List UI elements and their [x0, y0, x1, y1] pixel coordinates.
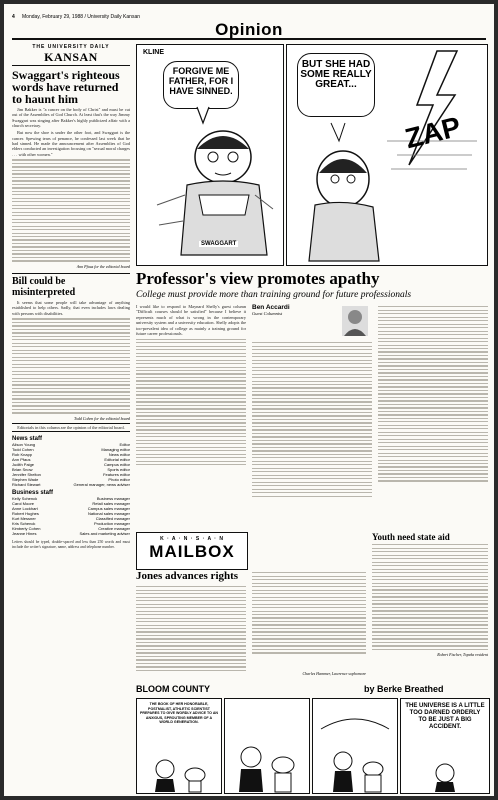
staff-role: General manager, news adviser: [73, 482, 130, 488]
feature-deck: College must provide more than training ground for future professionals: [136, 290, 412, 300]
editorial-lead: Jim Bakker is "a cancer on the body of Christ" and must be cut out of the Assemblies of God Church. At least that's the way Jimmy Swaggart was singing after Bakker's highly publicized affair with a church secretary.: [12, 107, 130, 129]
sidebar-body: [372, 544, 488, 650]
staff-role: Creative manager: [98, 526, 130, 532]
sidebar-letter: [372, 532, 488, 678]
editorial2-headline: Bill could be misinterpreted: [12, 273, 130, 298]
letters-policy: Letters should be typed, double-spaced and less than 250 words and must include the writer's signature, name, address and telephone number.: [12, 540, 130, 550]
feature-body-text-2: [252, 342, 372, 497]
cartoonist-signature: KLINE: [143, 49, 164, 56]
feature-column-1: [136, 304, 246, 526]
cartoon2-drawing: [287, 45, 487, 265]
letter-column-2: [252, 570, 366, 666]
cartoon-drawing: [137, 45, 283, 265]
staff-box: [12, 442, 130, 487]
feature-lead: I would like to respond to Maynard Shelly's guest column "Difficult courses should be satisfied" because I believe it represents much of what is wrong in the contemporary university system and a university education. Shelly adopts the too-prevalent idea of college as mainly a training ground for future career professionals.: [136, 304, 246, 337]
dateline: Monday, February 29, 1988 / University Daily Kansan: [22, 14, 141, 20]
editorial-signature: Ann Pfaus for the editorial board: [76, 263, 130, 269]
staff-heading: News staff: [12, 436, 43, 443]
staff-name: Jennifer Shelton: [12, 472, 41, 478]
author-title: Guest Columnist: [252, 311, 283, 316]
feature-body-text-3: [378, 306, 488, 482]
feature-column-2: [252, 304, 372, 526]
business-staff-heading: Business staff: [12, 490, 54, 497]
feature-article: [136, 304, 488, 526]
staff-name: Kris Schenck: [12, 521, 36, 527]
feature-headline: Professor's view promotes apathy: [136, 269, 380, 288]
comic-panel-1-text: THE BOOK OF HER HONORABLE, POSTMALIST, ATHLETIC SCIENTIST PREPARES TO GIVE WORDLY ADVICE TO AN ANXIOUS, SPROUTING MEMBER OF A WORLD GENERATION.: [140, 702, 219, 725]
staff-role: Managing editor: [101, 447, 130, 453]
comic-panel-3: [312, 698, 398, 794]
staff-name: Richard Stewart: [12, 482, 41, 488]
cartoon-figure-label: SWAGGART: [201, 241, 237, 247]
staff-name: Robert Hughes: [12, 511, 39, 517]
masthead: [12, 44, 130, 66]
comic-panel-4-text: THE UNIVERSE IS A LITTLE TOO DARNED ORDERLY TO BE JUST A BIG ACCIDENT.: [405, 703, 485, 730]
mailbox-kicker: K · A · N · S · A · N: [160, 536, 224, 542]
newspaper-page: [4, 4, 494, 796]
masthead-kicker: THE UNIVERSITY DAILY: [32, 44, 110, 50]
comic-panel-4-drawing: [401, 699, 489, 793]
author-photo: [342, 306, 368, 336]
comic-byline: by Berke Breathed: [364, 684, 444, 694]
staff-name: Kimberly Cohen: [12, 526, 41, 532]
staff-role: Sales and marketing adviser: [79, 531, 130, 537]
staff-role: Photo editor: [108, 477, 130, 483]
editorial-paragraph: But now the shoe is under the other foot, and Swaggart is the cancer. Spewing tears of penance, he confessed last week that he had sinned. He made the announcement after Assemblies of God elders conducted an investigation focusing on "sexual moral charges . . . with other women.": [12, 130, 130, 157]
staff-name: Judith Paige: [12, 462, 35, 468]
cartoon-bakker: [286, 44, 488, 266]
editorial-note: Editorials in this column are the opinion of the editorial board.: [12, 423, 130, 432]
author-name: Ben Accardi: [252, 304, 290, 311]
staff-role: Business manager: [96, 496, 130, 502]
staff-name: Anne Lockhart: [12, 506, 38, 512]
staff-name: Rob Knapp: [12, 452, 33, 458]
staff-role: Features editor: [103, 472, 130, 478]
editorial2-body-continued: [12, 318, 130, 413]
staff-name: Todd Cohen: [12, 447, 34, 453]
staff-name: Jeanne Hines: [12, 531, 37, 537]
sidebar-signature: Robert Fischer, Topeka resident: [437, 652, 488, 658]
comic-panel-2: [224, 698, 310, 794]
page-number: 4: [12, 14, 15, 20]
letter-headline: Jones advances rights: [136, 570, 239, 582]
comic-panel-4: [400, 698, 490, 794]
editorial-body: [12, 107, 130, 157]
editorial2-signature: Todd Cohen for the editorial board: [73, 415, 130, 421]
staff-role: Editorial editor: [104, 457, 130, 463]
staff-name: Kurt Messner: [12, 516, 36, 522]
staff-name: Alison Young: [12, 442, 36, 448]
sidebar-headline: Youth need state aid: [372, 532, 450, 542]
byline: [252, 304, 372, 340]
staff-name: Carol Moore: [12, 501, 35, 507]
editorial-headline: Swaggart's righteous words have returned to haunt him: [12, 68, 120, 106]
editorial2-lead: It seems that some people will take advantage of anything established to help others. Sadly, that even includes laws dealing with persons with disabilities.: [12, 299, 130, 316]
comic-title: BLOOM COUNTY: [136, 684, 210, 694]
editorial-column: [12, 44, 130, 764]
staff-role: Campus sales manager: [87, 506, 130, 512]
staff-role: News editor: [108, 452, 130, 458]
cartoon2-speech-balloon: BUT SHE HAD SOME REALLY GREAT...: [297, 53, 375, 117]
comic-panel-1: [136, 698, 222, 794]
comic-panel-1-drawing: [137, 699, 221, 793]
staff-name: Brian Snow: [12, 467, 33, 473]
staff-row: [12, 531, 130, 536]
masthead-name: KANSAN: [44, 50, 98, 64]
feature-body-text: [136, 339, 246, 466]
staff-role: Classified manager: [95, 516, 130, 522]
cartoon-speech-balloon: FORGIVE ME FATHER, FOR I HAVE SINNED.: [163, 61, 239, 109]
letter-signature: Charles Hammer, Lawrence sophomore: [302, 671, 366, 676]
cartoon2-sound-effect: ZAP: [401, 110, 464, 155]
cartoon-swaggart: [136, 44, 284, 266]
business-staff-box: [12, 496, 130, 536]
comic-panel-2-drawing: [225, 699, 309, 793]
mailbox-logo: [136, 532, 248, 570]
staff-role: Sports editor: [107, 467, 130, 473]
staff-role: Editor: [119, 442, 130, 448]
editorial-body-continued: [12, 159, 130, 261]
mailbox-title: MAILBOX: [149, 542, 235, 561]
staff-name: Stephen Wade: [12, 477, 39, 483]
staff-role: Campus editor: [103, 462, 130, 468]
letters-section: [136, 570, 366, 678]
staff-role: Retail sales manager: [92, 501, 130, 507]
editorial2-body: [12, 300, 130, 316]
staff-role: Production manager: [93, 521, 130, 527]
page-header: [12, 12, 486, 40]
comic-panel-3-drawing: [313, 699, 397, 793]
staff-role: National sales manager: [87, 511, 130, 517]
staff-name: Kelly Schenck: [12, 496, 38, 502]
letter-column-1: [136, 584, 246, 676]
staff-row: [12, 482, 130, 487]
section-title: Opinion: [215, 20, 283, 39]
staff-name: Ann Pfaus: [12, 457, 31, 463]
feature-column-3: [378, 304, 488, 526]
